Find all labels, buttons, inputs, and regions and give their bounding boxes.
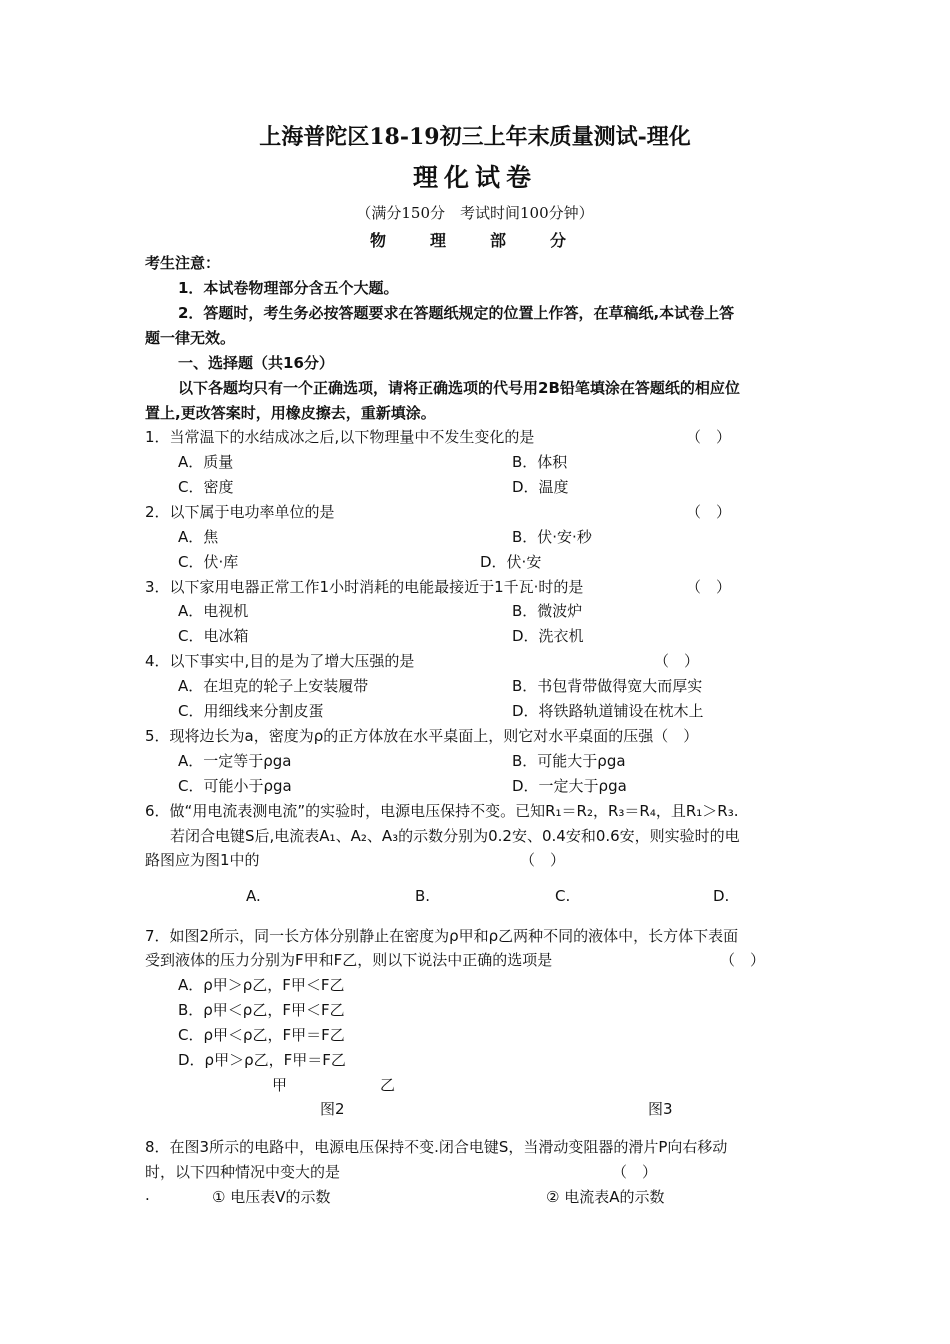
q7-figure-label-yi: 乙 xyxy=(380,1076,396,1094)
q8-answer-bracket: （ ） xyxy=(612,1163,658,1181)
paper-subtitle: 理化试卷 xyxy=(412,163,537,192)
q2-option-b: B．伏·安·秒 xyxy=(512,528,592,546)
q3-option-a: A．电视机 xyxy=(178,602,249,620)
q1-stem: 1．当常温下的水结成冰之后,以下物理量中不发生变化的是 xyxy=(145,428,535,446)
q6-line2: 若闭合电键S后,电流表A₁、A₂、A₃的示数分别为0.2安、0.4安和0.6安，则实验时的电 xyxy=(170,827,740,845)
q1-option-b: B．体积 xyxy=(512,453,568,471)
q7-option-b: B．ρ甲＜ρ乙，F甲＜F乙 xyxy=(178,1001,345,1019)
q6-line3: 路图应为图1中的 xyxy=(145,851,260,869)
q1-option-d: D．温度 xyxy=(512,478,569,496)
q4-option-c: C．用细线来分割皮蛋 xyxy=(178,702,324,720)
q4-option-d: D．将铁路轨道铺设在枕木上 xyxy=(512,702,704,720)
q8-option-1: ① 电压表V的示数 xyxy=(212,1188,331,1206)
q4-option-b: B．书包背带做得宽大而厚实 xyxy=(512,677,703,695)
q6-figure-label-c: C. xyxy=(555,887,571,905)
q7-figure-label-jia: 甲 xyxy=(272,1076,288,1094)
figure-2-caption: 图2 xyxy=(320,1100,345,1118)
q7-answer-bracket: （ ） xyxy=(720,951,766,969)
notice-item-1: 1．本试卷物理部分含五个大题。 xyxy=(178,279,399,297)
part1-instructions-line1: 以下各题均只有一个正确选项，请将正确选项的代号用2B铅笔填涂在答题纸的相应位 xyxy=(178,379,740,397)
q4-answer-bracket: （ ） xyxy=(654,652,700,670)
q7-option-a: A．ρ甲＞ρ乙，F甲＜F乙 xyxy=(178,976,345,994)
q3-option-b: B．微波炉 xyxy=(512,602,583,620)
q3-answer-bracket: （ ） xyxy=(686,578,732,596)
exam-info: （满分150分 考试时间100分钟） xyxy=(356,204,594,222)
q2-answer-bracket: （ ） xyxy=(686,503,732,521)
q2-option-c: C．伏·库 xyxy=(178,553,239,571)
document-title: 上海普陀区18-19初三上年末质量测试-理化 xyxy=(259,124,691,150)
q2-option-d: D．伏·安 xyxy=(480,553,542,571)
part1-instructions-line2: 置上,更改答案时，用橡皮擦去，重新填涂。 xyxy=(145,404,436,422)
notice-item-2-line1: 2．答题时，考生务必按答题要求在答题纸规定的位置上作答，在草稿纸,本试卷上答 xyxy=(178,304,735,322)
section-title: 物 理 部 分 xyxy=(369,231,580,250)
q2-stem: 2．以下属于电功率单位的是 xyxy=(145,503,335,521)
q8-option-2: ② 电流表A的示数 xyxy=(546,1188,665,1206)
q5-option-a: A．一定等于ρga xyxy=(178,752,292,770)
part1-heading: 一、选择题（共16分） xyxy=(178,354,334,372)
q4-stem: 4．以下事实中,目的是为了增大压强的是 xyxy=(145,652,415,670)
q7-line2: 受到液体的压力分别为F甲和F乙，则以下说法中正确的选项是 xyxy=(145,951,553,969)
notice-item-2-line2: 题一律无效。 xyxy=(145,329,236,347)
q2-option-a: A．焦 xyxy=(178,528,219,546)
q6-line1: 6．做“用电流表测电流”的实验时，电源电压保持不变。已知R₁＝R₂，R₃＝R₄，且R₁＞R₃. xyxy=(145,802,739,820)
q5-option-b: B．可能大于ρga xyxy=(512,752,626,770)
q1-option-a: A．质量 xyxy=(178,453,234,471)
q3-option-c: C．电冰箱 xyxy=(178,627,249,645)
q6-answer-bracket: （ ） xyxy=(520,851,566,869)
q3-stem: 3．以下家用电器正常工作1小时消耗的电能最接近于1千瓦·时的是 xyxy=(145,578,584,596)
q1-answer-bracket: （ ） xyxy=(686,428,732,446)
q8-line1: 8．在图3所示的电路中，电源电压保持不变.闭合电键S，当滑动变阻器的滑片P向右移动 xyxy=(145,1138,728,1156)
q6-figure-label-b: B. xyxy=(415,887,431,905)
q4-option-a: A．在坦克的轮子上安装履带 xyxy=(178,677,369,695)
q5-option-c: C．可能小于ρga xyxy=(178,777,292,795)
q3-option-d: D．洗衣机 xyxy=(512,627,584,645)
q8-line2: 时，以下四种情况中变大的是 xyxy=(145,1163,341,1181)
notice-heading: 考生注意： xyxy=(145,254,221,272)
q1-option-c: C．密度 xyxy=(178,478,234,496)
q8-leading-dot: . xyxy=(145,1186,150,1204)
q6-figure-label-d: D. xyxy=(713,887,730,905)
q5-stem: 5．现将边长为a，密度为ρ的正方体放在水平桌面上，则它对水平桌面的压强（ ） xyxy=(145,727,699,745)
q7-option-d: D．ρ甲＞ρ乙，F甲＝F乙 xyxy=(178,1051,346,1069)
figure-3-caption: 图3 xyxy=(648,1100,673,1118)
q7-option-c: C．ρ甲＜ρ乙，F甲＝F乙 xyxy=(178,1026,345,1044)
q7-line1: 7．如图2所示，同一长方体分别静止在密度为ρ甲和ρ乙两种不同的液体中，长方体下表面 xyxy=(145,927,739,945)
q5-option-d: D．一定大于ρga xyxy=(512,777,627,795)
q6-figure-label-a: A. xyxy=(246,887,261,905)
